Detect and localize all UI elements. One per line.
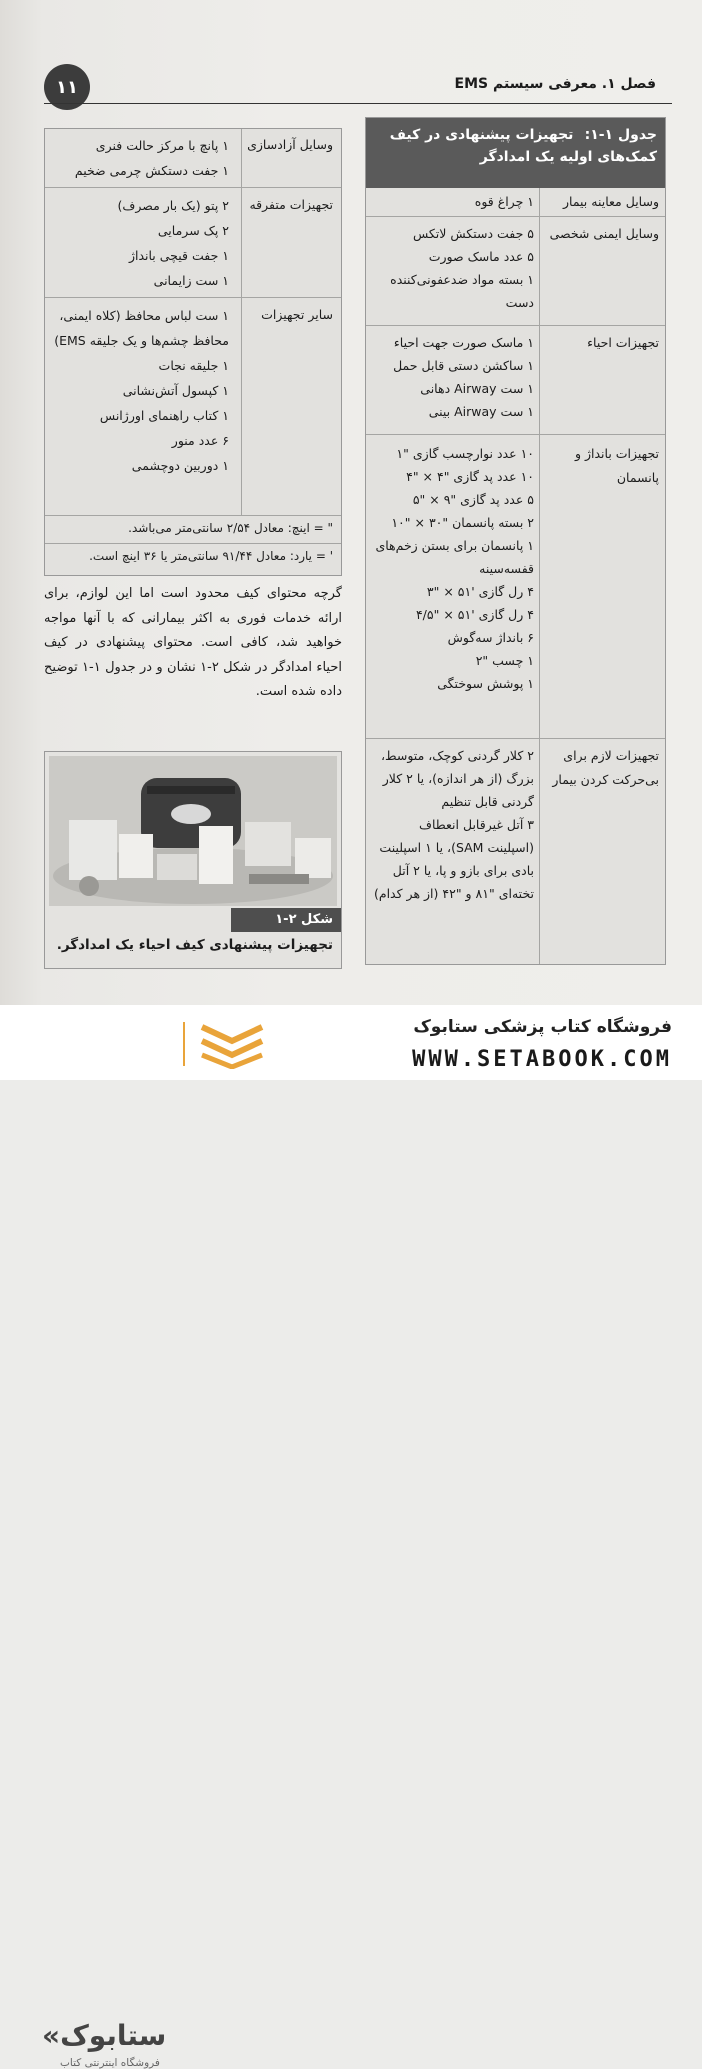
category-exam: وسایل معاینه بیمار	[562, 194, 659, 209]
row-divider	[45, 187, 341, 188]
row-divider	[45, 543, 341, 544]
table-title-line2: کمک‌های اولیه یک امدادگر	[479, 149, 657, 165]
list-item: ۱ بسته مواد ضدعفونی‌کننده دست	[390, 272, 534, 310]
list-item: ۴ رل گازی '۵۱ × "۳	[426, 584, 534, 599]
category-misc: تجهیزات متفرقه	[249, 197, 333, 212]
list-item: ۱ پانسمان برای بستن زخم‌های قفسه‌سینه	[375, 538, 534, 576]
list-item: ۲ پتو (یک بار مصرف)	[117, 198, 229, 213]
items-immobilization	[372, 744, 534, 905]
list-item: ۶ بانداژ سه‌گوش	[447, 630, 534, 645]
list-item: ۲ کلار گردنی کوچک، متوسط، بزرگ (از هر اندازه)، یا ۲ کلار گردنی قابل تنظیم	[380, 748, 534, 809]
body-paragraph: گرچه محتوای کیف محدود است اما این لوازم، برای ارائه خدمات فوری به اکثر بیمارانی که با آنها مواجه خواهید شد، کافی است. محتوای پیشنهادی در کیف احیاء امدادگر در شکل ۲-۱ نشان و در جدول ۱-۱ توضیح داده شده است.	[44, 586, 342, 699]
list-item: ۱ جفت دستکش چرمی ضخیم	[74, 163, 229, 178]
row-divider	[45, 515, 341, 516]
list-item: ۳ آتل غیرقابل انعطاف (اسپلینت SAM)، یا ۱ اسپلینت بادی برای بازو و پا، یا ۲ آتل تخته‌ای "۸۱ و "۴۲ (از هر کدام)	[373, 817, 534, 901]
list-item: ۱ کپسول آتش‌نشانی	[122, 383, 229, 398]
category-other: سایر تجهیزات	[261, 307, 333, 322]
equipment-table-right	[365, 117, 666, 965]
list-item: ۱۰ عدد پد گازی "۴ × "۴	[406, 469, 534, 484]
list-item: ۱ پوشش سوختگی	[437, 676, 534, 691]
items-exam	[372, 190, 534, 213]
chapter-title: فصل ۱. معرفی سیستم EMS	[454, 76, 656, 92]
list-item: ۶ عدد منور	[171, 433, 229, 448]
figure-caption: تجهیزات پیشنهادی کیف احیاء یک امدادگر.	[56, 937, 333, 953]
row-divider	[366, 738, 665, 739]
category-safety: وسایل ایمنی شخصی	[549, 226, 659, 241]
list-item: ۱ دوربین دوچشمی	[131, 458, 229, 473]
list-item: ۱ ست زایمانی	[153, 273, 229, 288]
figure-box	[44, 751, 342, 969]
category-immobilization: تجهیزات لازم برای بی‌حرکت کردن بیمار	[552, 748, 659, 787]
row-divider	[366, 434, 665, 435]
items-safety	[372, 222, 534, 314]
list-item: ۲ پک سرمایی	[157, 223, 229, 238]
list-item: ۱ ماسک صورت جهت احیاء	[393, 335, 534, 350]
page-number: ۱۱	[44, 64, 90, 110]
items-dressing	[372, 442, 534, 695]
list-item: ۱ پانچ با مرکز حالت فنری	[95, 138, 229, 153]
list-item: ۱ ست Airway دهانی	[420, 381, 534, 396]
shop-title: فروشگاه کتاب پزشکی ستابوک	[413, 1017, 672, 1037]
list-item: ۵ عدد پد گازی "۹ × "۵	[412, 492, 534, 507]
first-aid-kit-photo	[49, 756, 337, 906]
table-title-line1: تجهیزات پیشنهادی در کیف	[389, 127, 574, 143]
list-item: ۱ کتاب راهنمای اورژانس	[99, 408, 229, 423]
book-stack-icon	[196, 1017, 268, 1069]
category-dressing: تجهیزات بانداژ و پانسمان	[574, 446, 659, 485]
category-extraction: وسایل آزادسازی	[247, 137, 333, 152]
figure-label: شکل ۲-۱	[231, 908, 341, 932]
list-item: ۱ چراغ قوه	[474, 194, 534, 209]
list-item: ۱ چسب "۲	[475, 653, 534, 668]
list-item: ۱ جفت قیچی بانداژ	[128, 248, 229, 263]
setabook-logo: «ستابوک	[42, 2019, 167, 2052]
list-item: ۱۰ عدد نوارچسب گازی "۱	[396, 446, 534, 461]
items-extraction	[49, 133, 229, 183]
footnote-yard: ' = یارد: معادل ۹۱/۴۴ سانتی‌متر یا ۳۶ اینچ است.	[89, 549, 333, 563]
table-header	[366, 118, 665, 188]
book-page	[0, 0, 702, 1005]
list-item: ۱ ست Airway بینی	[428, 404, 534, 419]
equipment-table-left	[44, 128, 342, 576]
logo-subtitle: فروشگاه اینترنتی کتاب	[60, 2057, 160, 2069]
column-divider	[539, 188, 540, 964]
list-item: ۵ عدد ماسک صورت	[428, 249, 534, 264]
category-resuscitation: تجهیزات احیاء	[587, 335, 659, 350]
list-item: ۱ جلیقه نجات	[158, 358, 229, 373]
footnote-inch: " = اینچ: معادل ۲/۵۴ سانتی‌متر می‌باشد.	[128, 521, 333, 535]
list-item: ۴ رل گازی '۵۱ × "۴/۵	[415, 607, 534, 622]
list-item: ۱ ساکشن دستی قابل حمل	[393, 358, 534, 373]
row-divider	[45, 297, 341, 298]
logo-separator	[183, 1022, 185, 1066]
list-item: ۱ ست لباس محافظ (کلاه ایمنی، محافظ چشم‌ها و یک جلیقه EMS)	[54, 308, 229, 348]
list-item: ۵ جفت دستکش لاتکس	[412, 226, 534, 241]
items-resuscitation	[372, 331, 534, 423]
table-number: جدول ۱-۱:	[584, 127, 657, 143]
list-item: ۲ بسته پانسمان "۳۰ × "۱۰	[391, 515, 534, 530]
header-rule	[44, 103, 672, 104]
items-misc	[49, 193, 229, 293]
row-divider	[366, 325, 665, 326]
items-other	[49, 303, 229, 478]
row-divider	[366, 216, 665, 217]
shop-url[interactable]: WWW.SETABOOK.COM	[412, 1047, 672, 1072]
